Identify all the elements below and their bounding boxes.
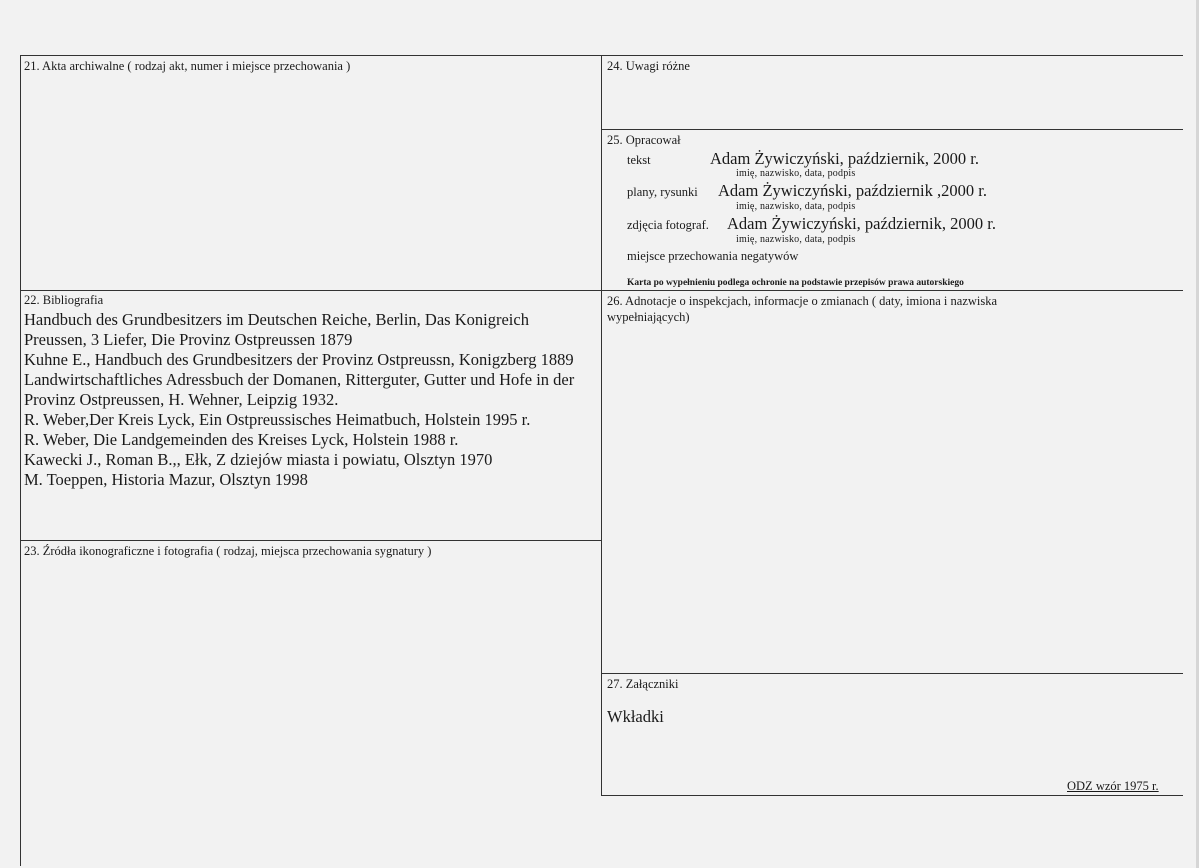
bibliography-line: R. Weber, Die Landgemeinden des Kreises Lyck, Holstein 1988 r. [24, 430, 459, 449]
form-code: ODZ wzór 1975 r. [1067, 779, 1159, 793]
author-photos-key: zdjęcia fotograf. [627, 218, 709, 232]
author-text-key: tekst [627, 153, 651, 167]
author-photos-value: Adam Żywiczyński, październik, 2000 r. [727, 214, 996, 233]
rule-22-23 [20, 540, 602, 541]
section-26-label-cont: wypełniających) [607, 310, 690, 324]
section-25-label: 25. Opracował [607, 133, 681, 147]
copyright-note: Karta po wypełnieniu podlega ochronie na podstawie przepisów prawa autorskiego [627, 278, 964, 288]
bibliography-line: M. Toeppen, Historia Mazur, Olsztyn 1998 [24, 470, 308, 489]
bibliography-line: Handbuch des Grundbesitzers im Deutschen Reiche, Berlin, Das Konigreich [24, 310, 529, 329]
author-text-value: Adam Żywiczyński, październik, 2000 r. [710, 149, 979, 168]
rule-21-22 [20, 290, 1183, 291]
bibliography-line: Kuhne E., Handbuch des Grundbesitzers der Provinz Ostpreussn, Konigzberg 1889 [24, 350, 574, 369]
author-plans-value: Adam Żywiczyński, październik ,2000 r. [718, 181, 987, 200]
rule-26-27 [601, 673, 1183, 674]
bibliography-line: Preussen, 3 Liefer, Die Provinz Ostpreussen 1879 [24, 330, 353, 349]
bottom-rule-right [601, 795, 1183, 796]
center-rule [601, 55, 602, 796]
bibliography-line: R. Weber,Der Kreis Lyck, Ein Ostpreussisches Heimatbuch, Holstein 1995 r. [24, 410, 531, 429]
author-plans-hint: imię, nazwisko, data, podpis [736, 201, 856, 212]
author-photos-hint: imię, nazwisko, data, podpis [736, 234, 856, 245]
section-22-label: 22. Bibliografia [24, 293, 104, 307]
bibliography-line: Provinz Ostpreussen, H. Wehner, Leipzig 1932. [24, 390, 339, 409]
section-26-label: 26. Adnotacje o inspekcjach, informacje o zmianach ( daty, imiona i nazwiska [607, 294, 998, 308]
bibliography-line: Landwirtschaftliches Adressbuch der Domanen, Ritterguter, Gutter und Hofe in der [24, 370, 575, 389]
rule-24-25 [601, 129, 1183, 130]
author-plans-key: plany, rysunki [627, 185, 698, 199]
section-23-label: 23. Źródła ikonograficzne i fotografia ( rodzaj, miejsca przechowania sygnatury ) [24, 544, 432, 558]
left-rule [20, 55, 21, 866]
negatives-location: miejsce przechowania negatywów [627, 249, 799, 263]
attachments-value: Wkładki [607, 707, 664, 726]
bibliography-line: Kawecki J., Roman B.,, Ełk, Z dziejów miasta i powiatu, Olsztyn 1970 [24, 450, 493, 469]
section-21-label: 21. Akta archiwalne ( rodzaj akt, numer i miejsce przechowania ) [24, 59, 351, 73]
section-27-label: 27. Załączniki [607, 677, 679, 691]
section-24-label: 24. Uwagi różne [607, 59, 690, 73]
author-text-hint: imię, nazwisko, data, podpis [736, 168, 856, 179]
